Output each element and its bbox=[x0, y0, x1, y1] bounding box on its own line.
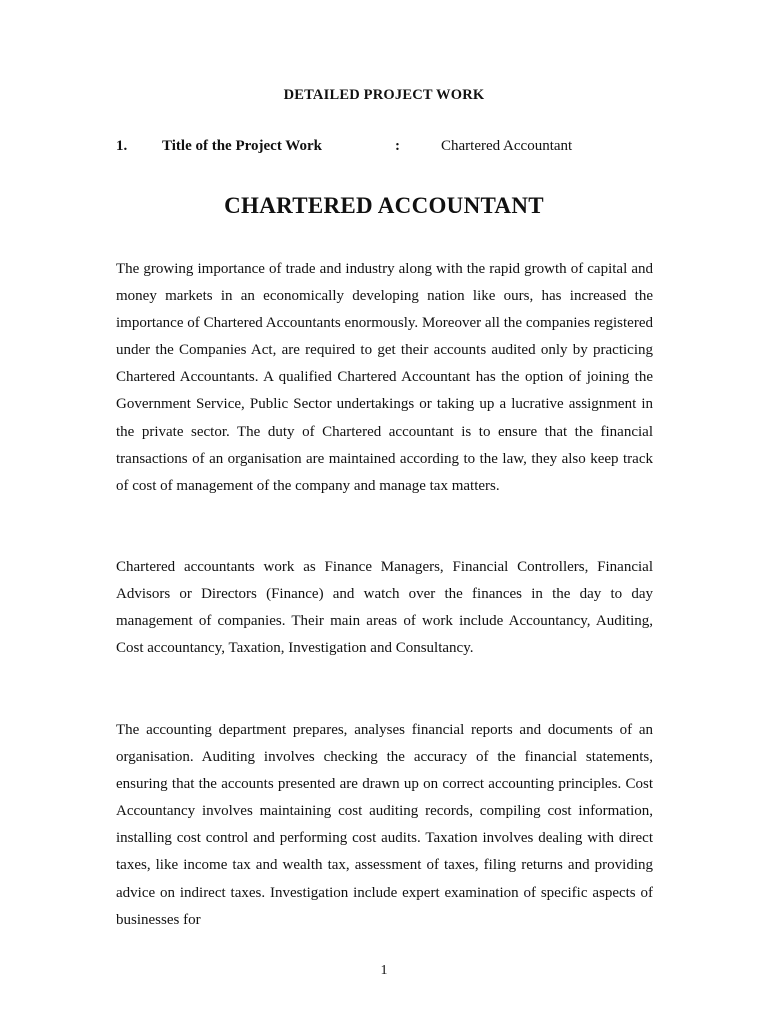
page-number: 1 bbox=[380, 963, 388, 978]
item-colon: : bbox=[395, 138, 400, 154]
item-number: 1. bbox=[116, 138, 128, 154]
document-heading: DETAILED PROJECT WORK bbox=[283, 87, 485, 103]
paragraph-3: The accounting department prepares, analyses financial reports and documents of an organisation. Auditing involves checking the accuracy of the financial statements, ensuring that the accounts presented are drawn up on correct accounting principles. Cost Accountancy involves maintaining cost auditing records, compiling cost information, installing cost control and performing cost audits. Taxation involves dealing with direct taxes, like income tax and wealth tax, assessment of taxes, filing returns and providing advice on indirect taxes. Investigation include expert examination of specific aspects of businesses for bbox=[116, 722, 653, 928]
item-value: Chartered Accountant bbox=[441, 138, 573, 154]
item-label: Title of the Project Work bbox=[162, 138, 322, 154]
main-title: CHARTERED ACCOUNTANT bbox=[224, 193, 544, 218]
project-title-row bbox=[116, 138, 656, 158]
paragraph-2: Chartered accountants work as Finance Managers, Financial Controllers, Financial Advisors or Directors (Finance) and watch over the finances in the day to day management of companies. Their main areas of work include Accountancy, Auditing, Cost accountancy, Taxation, Investigation and Consultancy. bbox=[116, 559, 653, 657]
paragraph-1: The growing importance of trade and industry along with the rapid growth of capital and money markets in an economically developing nation like ours, has increased the importance of Chartered Accountants enormously. Moreover all the companies registered under the Companies Act, are required to get their accounts audited only by practicing Chartered Accountants. A qualified Chartered Accountant has the option of joining the Government Service, Public Sector undertakings or taking up a lucrative assignment in the private sector. The duty of Chartered accountant is to ensure that the financial transactions of an organisation are maintained according to the law, they also keep track of cost of management of the company and manage tax matters. bbox=[116, 261, 653, 494]
